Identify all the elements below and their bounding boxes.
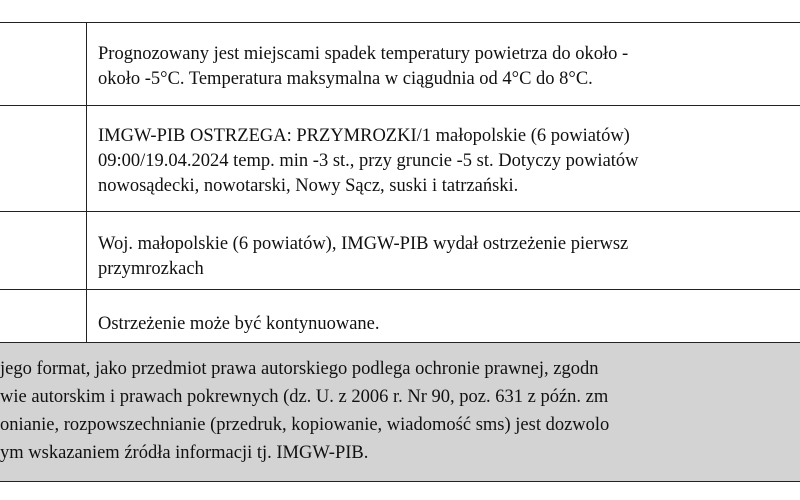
table-divider [0, 211, 800, 212]
page-margin [0, 482, 800, 500]
text-line: Woj. małopolskie (6 powiatów), IMGW-PIB wydał ostrzeżenie pierwsz [98, 234, 629, 254]
warning-table [0, 22, 800, 342]
text-line: przymrozkach [98, 259, 204, 279]
table-column-divider [86, 22, 87, 342]
row-warning-text [98, 124, 800, 199]
text-line: około -5°C. Temperatura maksymalna w ciągudnia od 4°C do 8°C. [98, 69, 593, 89]
row-continuation-text [98, 312, 800, 337]
row-forecast-text [98, 42, 800, 92]
row-region-text [98, 232, 800, 282]
text-line: IMGW-PIB OSTRZEGA: PRZYMROZKI/1 małopolskie (6 powiatów) [98, 126, 630, 146]
notice-line: wie autorskim i prawach pokrewnych (dz. U. z 2006 r. Nr 90, poz. 631 z późn. zm [0, 387, 609, 407]
text-line: Ostrzeżenie może być kontynuowane. [98, 314, 380, 334]
table-divider [0, 289, 800, 290]
table-border-top [0, 22, 800, 23]
copyright-notice [0, 342, 800, 482]
notice-line: jego format, jako przedmiot prawa autorskiego podlega ochronie prawnej, zgodn [0, 359, 599, 379]
text-line: 09:00/19.04.2024 temp. min -3 st., przy gruncie -5 st. Dotyczy powiatów [98, 151, 639, 171]
text-line: nowosądecki, nowotarski, Nowy Sącz, suski i tatrzański. [98, 176, 519, 196]
text-line: Prognozowany jest miejscami spadek temperatury powietrza do około - [98, 44, 629, 64]
table-divider [0, 105, 800, 106]
notice-line: onianie, rozpowszechnianie (przedruk, kopiowanie, wiadomość sms) jest dozwolo [0, 415, 610, 435]
notice-line: ym wskazaniem źródła informacji tj. IMGW-PIB. [0, 443, 369, 463]
